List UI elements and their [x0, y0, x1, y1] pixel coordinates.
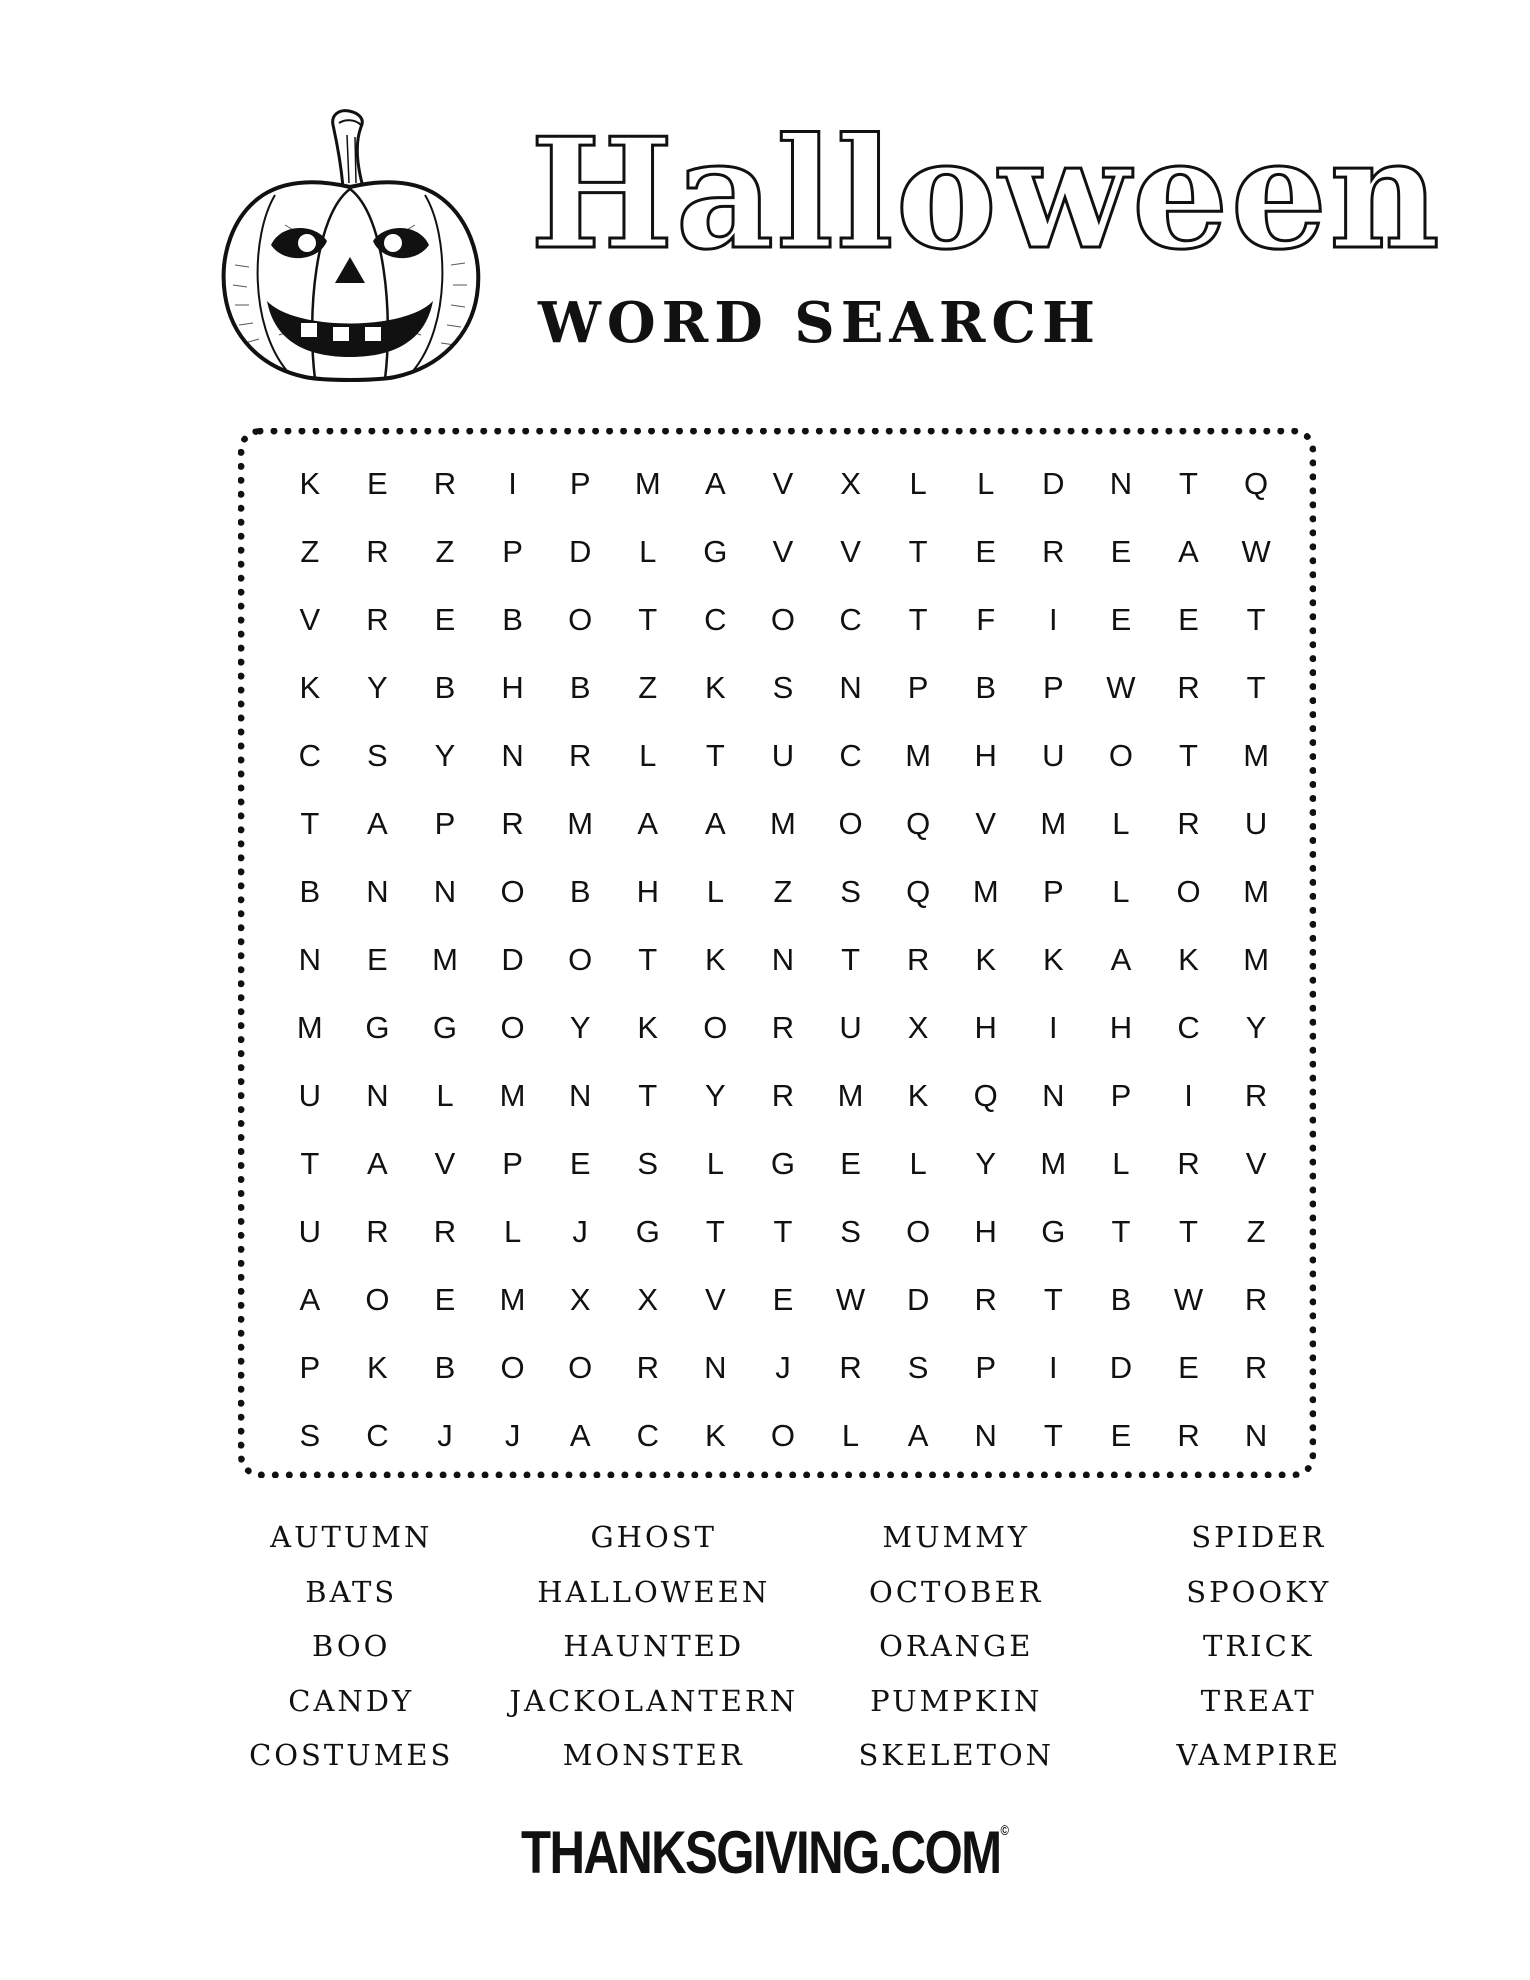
grid-letter: R	[1177, 1418, 1200, 1453]
grid-letter: R	[839, 1350, 862, 1385]
grid-letter: E	[367, 942, 388, 977]
word-list	[200, 1520, 1410, 1793]
grid-letter: C	[1177, 1010, 1200, 1045]
word-list-item: CANDY	[288, 1683, 415, 1718]
grid-letter: T	[1179, 466, 1198, 501]
grid-letter: K	[705, 942, 726, 977]
grid-letter: T	[1179, 738, 1198, 773]
grid-letter: W	[1106, 670, 1136, 705]
grid-letter: R	[1177, 1146, 1200, 1181]
grid-letter: P	[502, 1146, 523, 1181]
grid-letter: O	[365, 1282, 390, 1317]
grid-letter: W	[835, 1282, 866, 1317]
grid-letter: T	[638, 1078, 658, 1113]
grid-letter: X	[907, 1010, 929, 1045]
grid-letter: R	[974, 1282, 997, 1317]
grid-letter: T	[1246, 670, 1266, 705]
grid-letter: E	[840, 1146, 861, 1181]
grid-letter: H	[974, 1214, 997, 1249]
header	[0, 0, 1530, 400]
grid-letter: I	[1049, 602, 1058, 637]
word-list-item: MUMMY	[882, 1520, 1031, 1554]
grid-letter: B	[1110, 1282, 1132, 1317]
grid-letter: A	[367, 1146, 388, 1181]
grid-letter: T	[1179, 1214, 1198, 1249]
grid-letter: N	[974, 1418, 997, 1453]
grid-letter: T	[1246, 602, 1266, 637]
word-list-item: ORANGE	[879, 1629, 1034, 1663]
grid-letter: E	[434, 602, 456, 637]
word-list-item: OCTOBER	[869, 1574, 1044, 1609]
grid-letter: O	[500, 1350, 525, 1385]
grid-letter: A	[367, 806, 388, 841]
grid-letter: A	[569, 1418, 591, 1453]
grid-letter: E	[569, 1146, 591, 1181]
grid-letter: B	[434, 670, 456, 705]
grid-letter: P	[1110, 1078, 1132, 1113]
grid-letter: V	[434, 1146, 456, 1181]
grid-letter: A	[299, 1282, 321, 1317]
brand-footer	[138, 1818, 1393, 1887]
grid-letter: N	[1042, 1078, 1065, 1113]
grid-letter: V	[772, 466, 794, 501]
grid-letter: L	[436, 1078, 454, 1113]
grid-letter: S	[772, 670, 794, 705]
grid-letter: M	[567, 806, 594, 841]
grid-letter: R	[906, 942, 930, 977]
grid-letter: P	[299, 1350, 321, 1385]
grid-letter: D	[1042, 466, 1065, 501]
grid-letter: N	[1109, 466, 1133, 501]
grid-letter: M	[499, 1078, 526, 1113]
grid-letter: Z	[638, 670, 658, 705]
grid-letter: U	[771, 738, 795, 773]
grid-letter: N	[366, 1078, 389, 1113]
grid-letter: Y	[367, 670, 388, 705]
grid-letter: P	[434, 806, 456, 841]
grid-letter: M	[770, 806, 796, 841]
grid-letter: J	[504, 1418, 521, 1453]
grid-letter: B	[502, 602, 523, 637]
word-list-item: TREAT	[1200, 1683, 1317, 1718]
grid-letter: O	[500, 874, 525, 909]
grid-letter: T	[638, 602, 658, 637]
grid-letter: C	[298, 738, 321, 773]
grid-letter: U	[298, 1214, 321, 1249]
jack-o-lantern-icon	[215, 95, 485, 385]
grid-letter: Z	[435, 534, 455, 569]
brand-name: THANKSGIVING.COM	[521, 1819, 1001, 1886]
page-subtitle: WORD SEARCH	[538, 290, 1101, 356]
grid-letter: O	[1176, 874, 1201, 909]
grid-letter: I	[1049, 1350, 1058, 1385]
grid-letter: T	[638, 942, 658, 977]
grid-letter: J	[775, 1350, 791, 1385]
grid-letter: U	[298, 1078, 321, 1113]
grid-letter: L	[841, 1418, 860, 1453]
grid-letter: B	[569, 670, 591, 705]
grid-letter: N	[501, 738, 524, 773]
grid-letter: P	[975, 1350, 997, 1385]
grid-letter: T	[908, 602, 928, 637]
grid-letter: G	[635, 1214, 660, 1249]
grid-letter: R	[1177, 806, 1200, 841]
grid-letter: R	[366, 534, 389, 569]
grid-letter: R	[1042, 534, 1065, 569]
grid-letter: R	[771, 1010, 795, 1045]
grid-letter: O	[1108, 738, 1133, 773]
grid-letter: I	[1049, 1010, 1058, 1045]
grid-letter: P	[1042, 874, 1064, 909]
grid-letter: A	[1110, 942, 1132, 977]
grid-letter: W	[1241, 534, 1271, 569]
grid-letter: Y	[434, 738, 456, 773]
grid-letter: Z	[300, 534, 320, 569]
grid-letter: R	[636, 1350, 659, 1385]
grid-letter: L	[1112, 874, 1130, 909]
grid-letter: E	[1110, 1418, 1132, 1453]
grid-letter: N	[704, 1350, 727, 1385]
word-list-item: SKELETON	[858, 1738, 1055, 1772]
grid-letter: B	[434, 1350, 456, 1385]
grid-letter: H	[974, 1010, 997, 1045]
grid-letter: M	[499, 1282, 526, 1317]
grid-letter: T	[1043, 1282, 1063, 1317]
grid-letter: A	[1178, 534, 1199, 569]
grid-letter: A	[705, 466, 726, 501]
grid-letter: J	[437, 1418, 453, 1453]
grid-letter: G	[365, 1010, 390, 1045]
grid-letter: X	[637, 1282, 659, 1317]
grid-letter: H	[636, 874, 659, 909]
grid-letter: Q	[906, 806, 931, 841]
grid-letter: L	[639, 534, 657, 569]
grid-letter: U	[1042, 738, 1065, 773]
grid-letter: R	[366, 602, 389, 637]
grid-letter: A	[637, 806, 659, 841]
grid-letter: K	[637, 1010, 659, 1045]
word-list-item: HAUNTED	[563, 1629, 745, 1663]
grid-letter: K	[1042, 942, 1064, 977]
grid-letter: T	[1043, 1418, 1063, 1453]
grid-letter: V	[772, 534, 794, 569]
grid-letter: T	[300, 806, 320, 841]
grid-letter: R	[568, 738, 592, 773]
grid-letter: G	[770, 1146, 796, 1181]
word-list-item: PUMPKIN	[870, 1683, 1043, 1718]
grid-letter: C	[839, 602, 862, 637]
grid-letter: N	[771, 942, 795, 977]
word-list-item: BATS	[305, 1574, 398, 1609]
grid-letter: K	[975, 942, 997, 977]
grid-letter: O	[838, 806, 863, 841]
grid-letter: Z	[773, 874, 793, 909]
grid-letter: M	[1243, 874, 1270, 909]
grid-letter: E	[367, 466, 388, 501]
grid-letter: L	[706, 874, 724, 909]
grid-letter: V	[1245, 1146, 1267, 1181]
grid-letter: E	[1110, 602, 1132, 637]
grid-letter: N	[1244, 1418, 1268, 1453]
grid-letter: C	[839, 738, 862, 773]
grid-letter: E	[1110, 534, 1132, 569]
grid-letter: E	[434, 1282, 456, 1317]
grid-letter: R	[1244, 1350, 1268, 1385]
grid-letter: O	[703, 1010, 728, 1045]
grid-letter: O	[568, 942, 593, 977]
grid-letter: X	[840, 466, 861, 501]
grid-letter: V	[840, 534, 861, 569]
grid-letter: T	[705, 1214, 725, 1249]
grid-letter: K	[705, 1418, 726, 1453]
grid-letter: C	[704, 602, 727, 637]
grid-letter: S	[840, 1214, 861, 1249]
grid-letter: M	[296, 1010, 323, 1045]
grid-letter: C	[366, 1418, 389, 1453]
grid-letter: W	[1173, 1282, 1204, 1317]
word-list-item: SPOOKY	[1186, 1574, 1332, 1609]
grid-letter: Q	[906, 874, 931, 909]
grid-letter: S	[637, 1146, 659, 1181]
grid-letter: L	[909, 1146, 927, 1181]
word-list-item: JACKOLANTERN	[509, 1683, 799, 1718]
grid-letter: J	[572, 1214, 588, 1249]
grid-letter: S	[840, 874, 861, 909]
grid-letter: Y	[705, 1078, 726, 1113]
grid-letter: P	[1042, 670, 1064, 705]
grid-letter: H	[974, 738, 997, 773]
grid-letter: L	[1112, 1146, 1130, 1181]
grid-letter: E	[772, 1282, 794, 1317]
word-list-item: TRICK	[1203, 1629, 1315, 1663]
word-list-item: SPIDER	[1191, 1520, 1327, 1554]
grid-letter: Z	[1246, 1214, 1266, 1249]
grid-letter: D	[906, 1282, 930, 1317]
grid-letter: R	[1244, 1078, 1268, 1113]
word-list-item: BOO	[312, 1629, 391, 1663]
page-title: Halloween	[530, 104, 1442, 283]
grid-letter: K	[1178, 942, 1199, 977]
grid-letter: G	[432, 1010, 458, 1045]
grid-letter: T	[705, 738, 725, 773]
grid-letter: E	[1178, 1350, 1199, 1385]
grid-letter: K	[299, 670, 321, 705]
grid-letter: P	[907, 670, 929, 705]
grid-letter: L	[1112, 806, 1130, 841]
grid-letter: M	[1040, 806, 1067, 841]
grid-letter: T	[1111, 1214, 1131, 1249]
grid-letter: U	[1244, 806, 1268, 841]
grid-letter: U	[839, 1010, 862, 1045]
grid-letter: E	[975, 534, 997, 569]
grid-letter: R	[501, 806, 524, 841]
word-list-item: VAMPIRE	[1176, 1738, 1342, 1772]
grid-letter: G	[1041, 1214, 1066, 1249]
grid-letter: M	[634, 466, 661, 501]
grid-letter: O	[770, 602, 796, 637]
grid-letter: F	[976, 602, 996, 637]
grid-letter: L	[503, 1214, 522, 1249]
grid-letter: T	[841, 942, 861, 977]
grid-letter: N	[433, 874, 457, 909]
grid-letter: S	[907, 1350, 929, 1385]
grid-letter: L	[909, 466, 927, 501]
grid-letter: M	[1243, 942, 1270, 977]
grid-letter: L	[706, 1146, 724, 1181]
grid-letter: S	[367, 738, 388, 773]
grid-letter: K	[367, 1350, 388, 1385]
grid-letter: T	[908, 534, 928, 569]
grid-letter: R	[1244, 1282, 1268, 1317]
grid-letter: P	[569, 466, 591, 501]
grid-letter: V	[299, 602, 321, 637]
grid-letter: B	[299, 874, 321, 909]
grid-letter: T	[300, 1146, 320, 1181]
grid-letter: P	[502, 534, 523, 569]
grid-letter: O	[500, 1010, 525, 1045]
grid-letter: C	[636, 1418, 659, 1453]
letter-grid	[276, 450, 1286, 1470]
grid-letter: N	[366, 874, 389, 909]
grid-letter: D	[1109, 1350, 1133, 1385]
copyright-mark: ©	[1000, 1822, 1009, 1838]
grid-letter: O	[568, 1350, 593, 1385]
grid-letter: I	[1184, 1078, 1193, 1113]
grid-letter: K	[907, 1078, 929, 1113]
grid-letter: O	[568, 602, 593, 637]
grid-letter: I	[508, 466, 517, 501]
grid-letter: V	[975, 806, 997, 841]
grid-letter: K	[299, 466, 321, 501]
grid-letter: M	[1243, 738, 1270, 773]
grid-letter: H	[1109, 1010, 1133, 1045]
grid-letter: Q	[1244, 466, 1269, 501]
word-list-item: GHOST	[590, 1520, 717, 1554]
grid-letter: R	[366, 1214, 389, 1249]
grid-letter: N	[298, 942, 321, 977]
grid-letter: X	[569, 1282, 591, 1317]
grid-letter: N	[839, 670, 862, 705]
grid-letter: M	[1040, 1146, 1067, 1181]
grid-letter: D	[501, 942, 524, 977]
word-list-item: MONSTER	[562, 1738, 745, 1772]
grid-letter: S	[299, 1418, 321, 1453]
grid-letter: L	[639, 738, 657, 773]
word-list-item: COSTUMES	[249, 1738, 454, 1772]
grid-letter: B	[569, 874, 591, 909]
word-list-item: HALLOWEEN	[537, 1574, 771, 1609]
grid-letter: A	[705, 806, 726, 841]
grid-letter: K	[705, 670, 726, 705]
grid-letter: M	[432, 942, 458, 977]
grid-letter: M	[972, 874, 999, 909]
grid-letter: M	[905, 738, 932, 773]
grid-letter: Y	[975, 1146, 997, 1181]
grid-letter: L	[977, 466, 995, 501]
grid-letter: R	[433, 1214, 457, 1249]
grid-letter: R	[1177, 670, 1200, 705]
grid-letter: D	[568, 534, 592, 569]
grid-letter: Y	[569, 1010, 591, 1045]
grid-letter: Y	[1245, 1010, 1267, 1045]
grid-letter: O	[906, 1214, 931, 1249]
word-list-item: AUTUMN	[270, 1520, 433, 1554]
grid-letter: Q	[973, 1078, 998, 1113]
grid-letter: T	[773, 1214, 793, 1249]
grid-letter: E	[1178, 602, 1199, 637]
grid-letter: B	[975, 670, 997, 705]
grid-letter: M	[837, 1078, 864, 1113]
grid-letter: V	[705, 1282, 726, 1317]
grid-letter: G	[703, 534, 728, 569]
grid-letter: H	[501, 670, 524, 705]
grid-letter: R	[771, 1078, 795, 1113]
grid-letter: A	[907, 1418, 929, 1453]
grid-letter: R	[433, 466, 457, 501]
grid-letter: N	[568, 1078, 592, 1113]
grid-letter: O	[770, 1418, 796, 1453]
